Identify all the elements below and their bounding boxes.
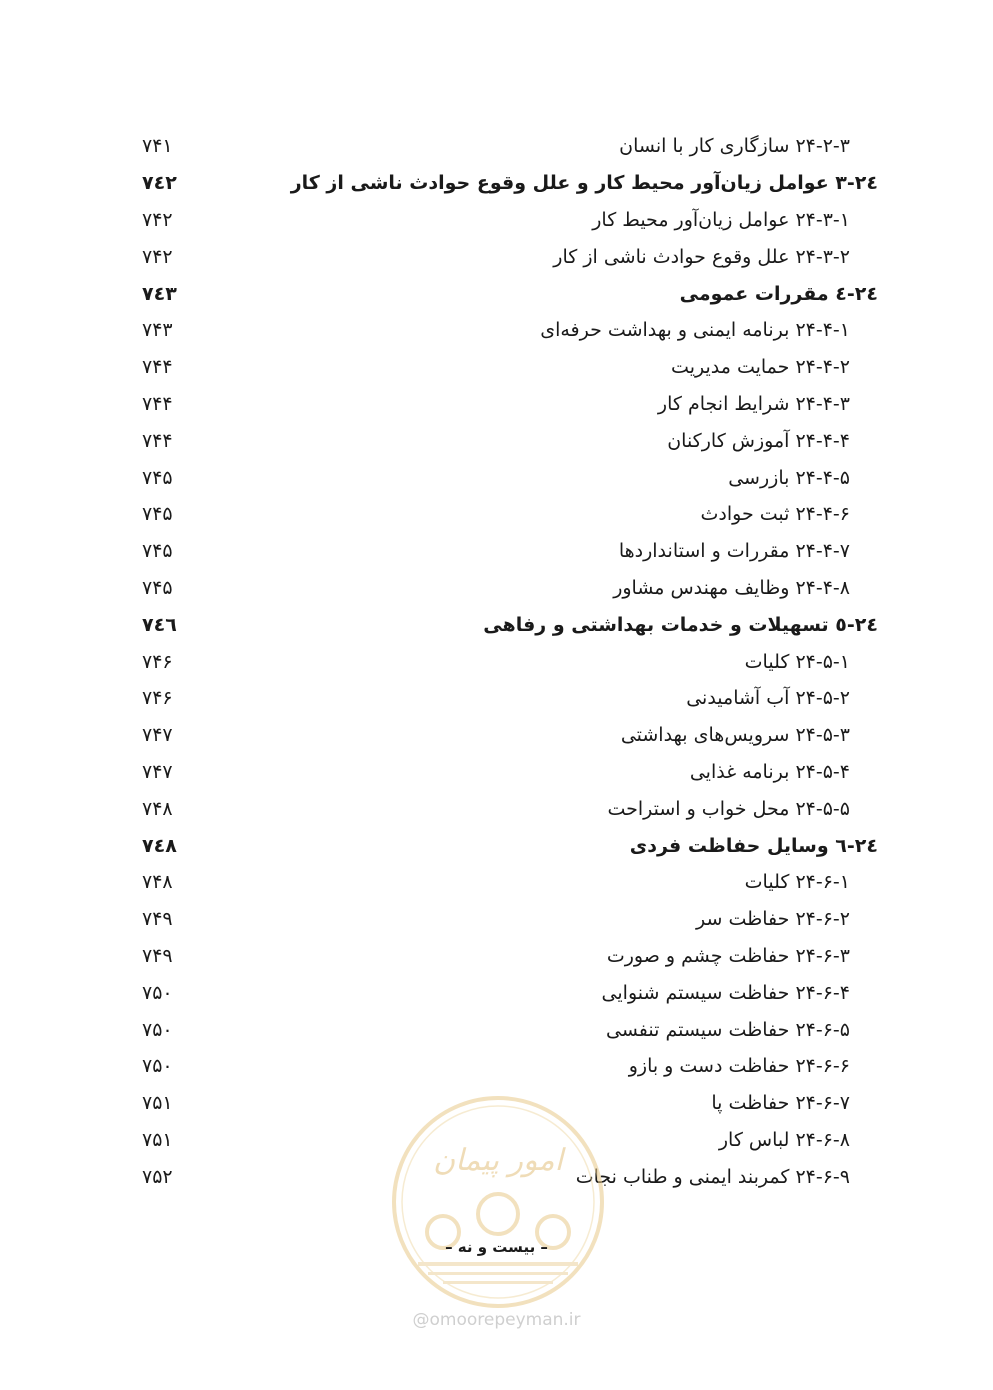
toc-entry-title: ۲۴-۵-۴ برنامه غذایی [689,760,850,783]
toc-entry-title: ۲۴-۶-۹ کمربند ایمنی و طناب نجات [575,1165,850,1188]
toc-entry-title: ۲۴-۴-۱ برنامه ایمنی و بهداشت حرفه‌ای [540,319,850,342]
watermark-url: @omoorepeyman.ir [412,1310,581,1330]
watermark-seal-text: امور پیمان [433,1143,563,1178]
toc-entry-page: ۷۵۱ [142,1128,173,1151]
toc-entry-title: ۲۴-۵-۲ آب آشامیدنی [686,687,850,710]
toc-entry[interactable] [0,790,993,827]
toc-entry-page: ۷۵۰ [142,1055,173,1078]
toc-entry-title: ۲۴-۶-۸ لباس کار [718,1128,850,1151]
toc-entry-page: ۷۴۲ [142,245,173,268]
watermark-seal-logo [388,1092,608,1312]
toc-entry-page: ۷۴۵ [142,503,173,526]
toc-entry[interactable] [0,901,993,938]
page-footer-number: – بیست و نه – [445,1238,548,1256]
toc-entry-title: ۲۴-۴-۳ شرایط انجام کار [657,392,850,415]
toc-entry-page: ۷۴۸ [142,797,173,820]
toc-entry-title: ۲۴-۴-۵ بازرسی [728,466,850,489]
toc-entry[interactable] [0,643,993,680]
toc-entry-page: ۷۴۹ [142,908,173,931]
toc-entry-page: ۷۴۵ [142,466,173,489]
toc-entry[interactable] [0,1048,993,1085]
toc-entry-page: ۷۴۵ [142,576,173,599]
table-of-contents [0,128,993,1195]
toc-entry[interactable] [0,238,993,275]
toc-entry-title: ۲۴-۶-۳ حفاظت چشم و صورت [606,944,850,967]
toc-section-entry[interactable] [0,827,993,864]
toc-entry-title: ۲٤-٦ وسایل حفاظت فردی [629,834,878,857]
toc-entry-title: ۲۴-۵-۵ محل خواب و استراحت [607,797,850,820]
toc-entry-title: ۲۴-۴-۸ وظایف مهندس مشاور [613,576,850,599]
toc-entry-page: ۷۵۲ [142,1165,173,1188]
toc-entry-page: ۷۵۰ [142,981,173,1004]
toc-entry-title: ۲٤-٤ مقررات عمومی [679,282,878,305]
toc-entry-title: ۲۴-۳-۲ علل وقوع حوادث ناشی از کار [553,245,850,268]
toc-entry-title: ۲۴-۴-۷ مقررات و استانداردها [618,540,850,563]
toc-entry-page: ۷۴۴ [142,392,173,415]
toc-entry[interactable] [0,974,993,1011]
toc-section-entry[interactable] [0,165,993,202]
toc-entry-title: ۲۴-۵-۱ کلیات [744,650,850,673]
toc-entry-title: ۲۴-۶-۴ حفاظت سیستم شنوایی [601,981,850,1004]
toc-entry-page: ۷۴۲ [142,208,173,231]
toc-entry-page: ۷٤۸ [142,834,177,857]
toc-entry[interactable] [0,422,993,459]
toc-entry[interactable] [0,459,993,496]
toc-entry-title: ۲۴-۶-۵ حفاظت سیستم تنفسی [606,1018,850,1041]
toc-entry[interactable] [0,1011,993,1048]
toc-entry-page: ۷۴۹ [142,944,173,967]
toc-entry[interactable] [0,533,993,570]
toc-entry-title: ۲۴-۳-۱ عوامل زیان‌آور محیط کار [592,208,850,231]
toc-entry-page: ۷۴۴ [142,429,173,452]
toc-entry[interactable] [0,349,993,386]
toc-entry-page: ۷۴۸ [142,871,173,894]
toc-entry-page: ۷۴۴ [142,356,173,379]
toc-entry-title: ۲٤-۳ عوامل زیان‌آور محیط کار و علل وقوع حوادث ناشی از کار [290,172,878,195]
toc-entry-page: ۷۴۷ [142,760,173,783]
toc-entry-title: ۲۴-۵-۳ سرویس‌های بهداشتی [620,724,850,747]
toc-entry-title: ۲۴-۴-۴ آموزش کارکنان [667,429,850,452]
toc-entry-title: ۲٤-٥ تسهیلات و خدمات بهداشتی و رفاهی [483,613,878,636]
toc-entry-page: ۷۴۷ [142,724,173,747]
toc-entry[interactable] [0,680,993,717]
toc-entry[interactable] [0,128,993,165]
toc-entry[interactable] [0,570,993,607]
toc-entry-title: ۲۴-۶-۲ حفاظت سر [696,908,850,931]
toc-entry-page: ۷۵۰ [142,1018,173,1041]
toc-entry-title: ۲۴-۶-۶ حفاظت دست و بازو [628,1055,850,1078]
toc-entry-page: ۷۴۵ [142,540,173,563]
toc-entry[interactable] [0,754,993,791]
toc-entry[interactable] [0,386,993,423]
toc-section-entry[interactable] [0,606,993,643]
toc-entry-page: ۷۵۱ [142,1092,173,1115]
toc-entry[interactable] [0,864,993,901]
toc-entry[interactable] [0,202,993,239]
toc-entry-title: ۲۴-۶-۱ کلیات [744,871,850,894]
toc-entry[interactable] [0,496,993,533]
toc-entry-page: ۷۴۶ [142,687,173,710]
toc-entry-page: ۷٤٦ [142,613,177,636]
toc-entry-page: ۷۴۱ [142,135,173,158]
toc-entry-title: ۲۴-۴-۲ حمایت مدیریت [671,356,850,379]
toc-entry-page: ۷۴۶ [142,650,173,673]
toc-entry[interactable] [0,717,993,754]
toc-entry[interactable] [0,938,993,975]
toc-entry-page: ۷۴۳ [142,319,173,342]
toc-entry-page: ۷٤۳ [142,282,177,305]
toc-entry[interactable] [0,312,993,349]
toc-entry-page: ۷٤۲ [142,172,177,195]
toc-entry-title: ۲۴-۴-۶ ثبت حوادث [700,503,850,526]
toc-entry-title: ۲۴-۲-۳ سازگاری کار با انسان [619,135,850,158]
toc-entry-title: ۲۴-۶-۷ حفاظت پا [711,1092,850,1115]
toc-section-entry[interactable] [0,275,993,312]
